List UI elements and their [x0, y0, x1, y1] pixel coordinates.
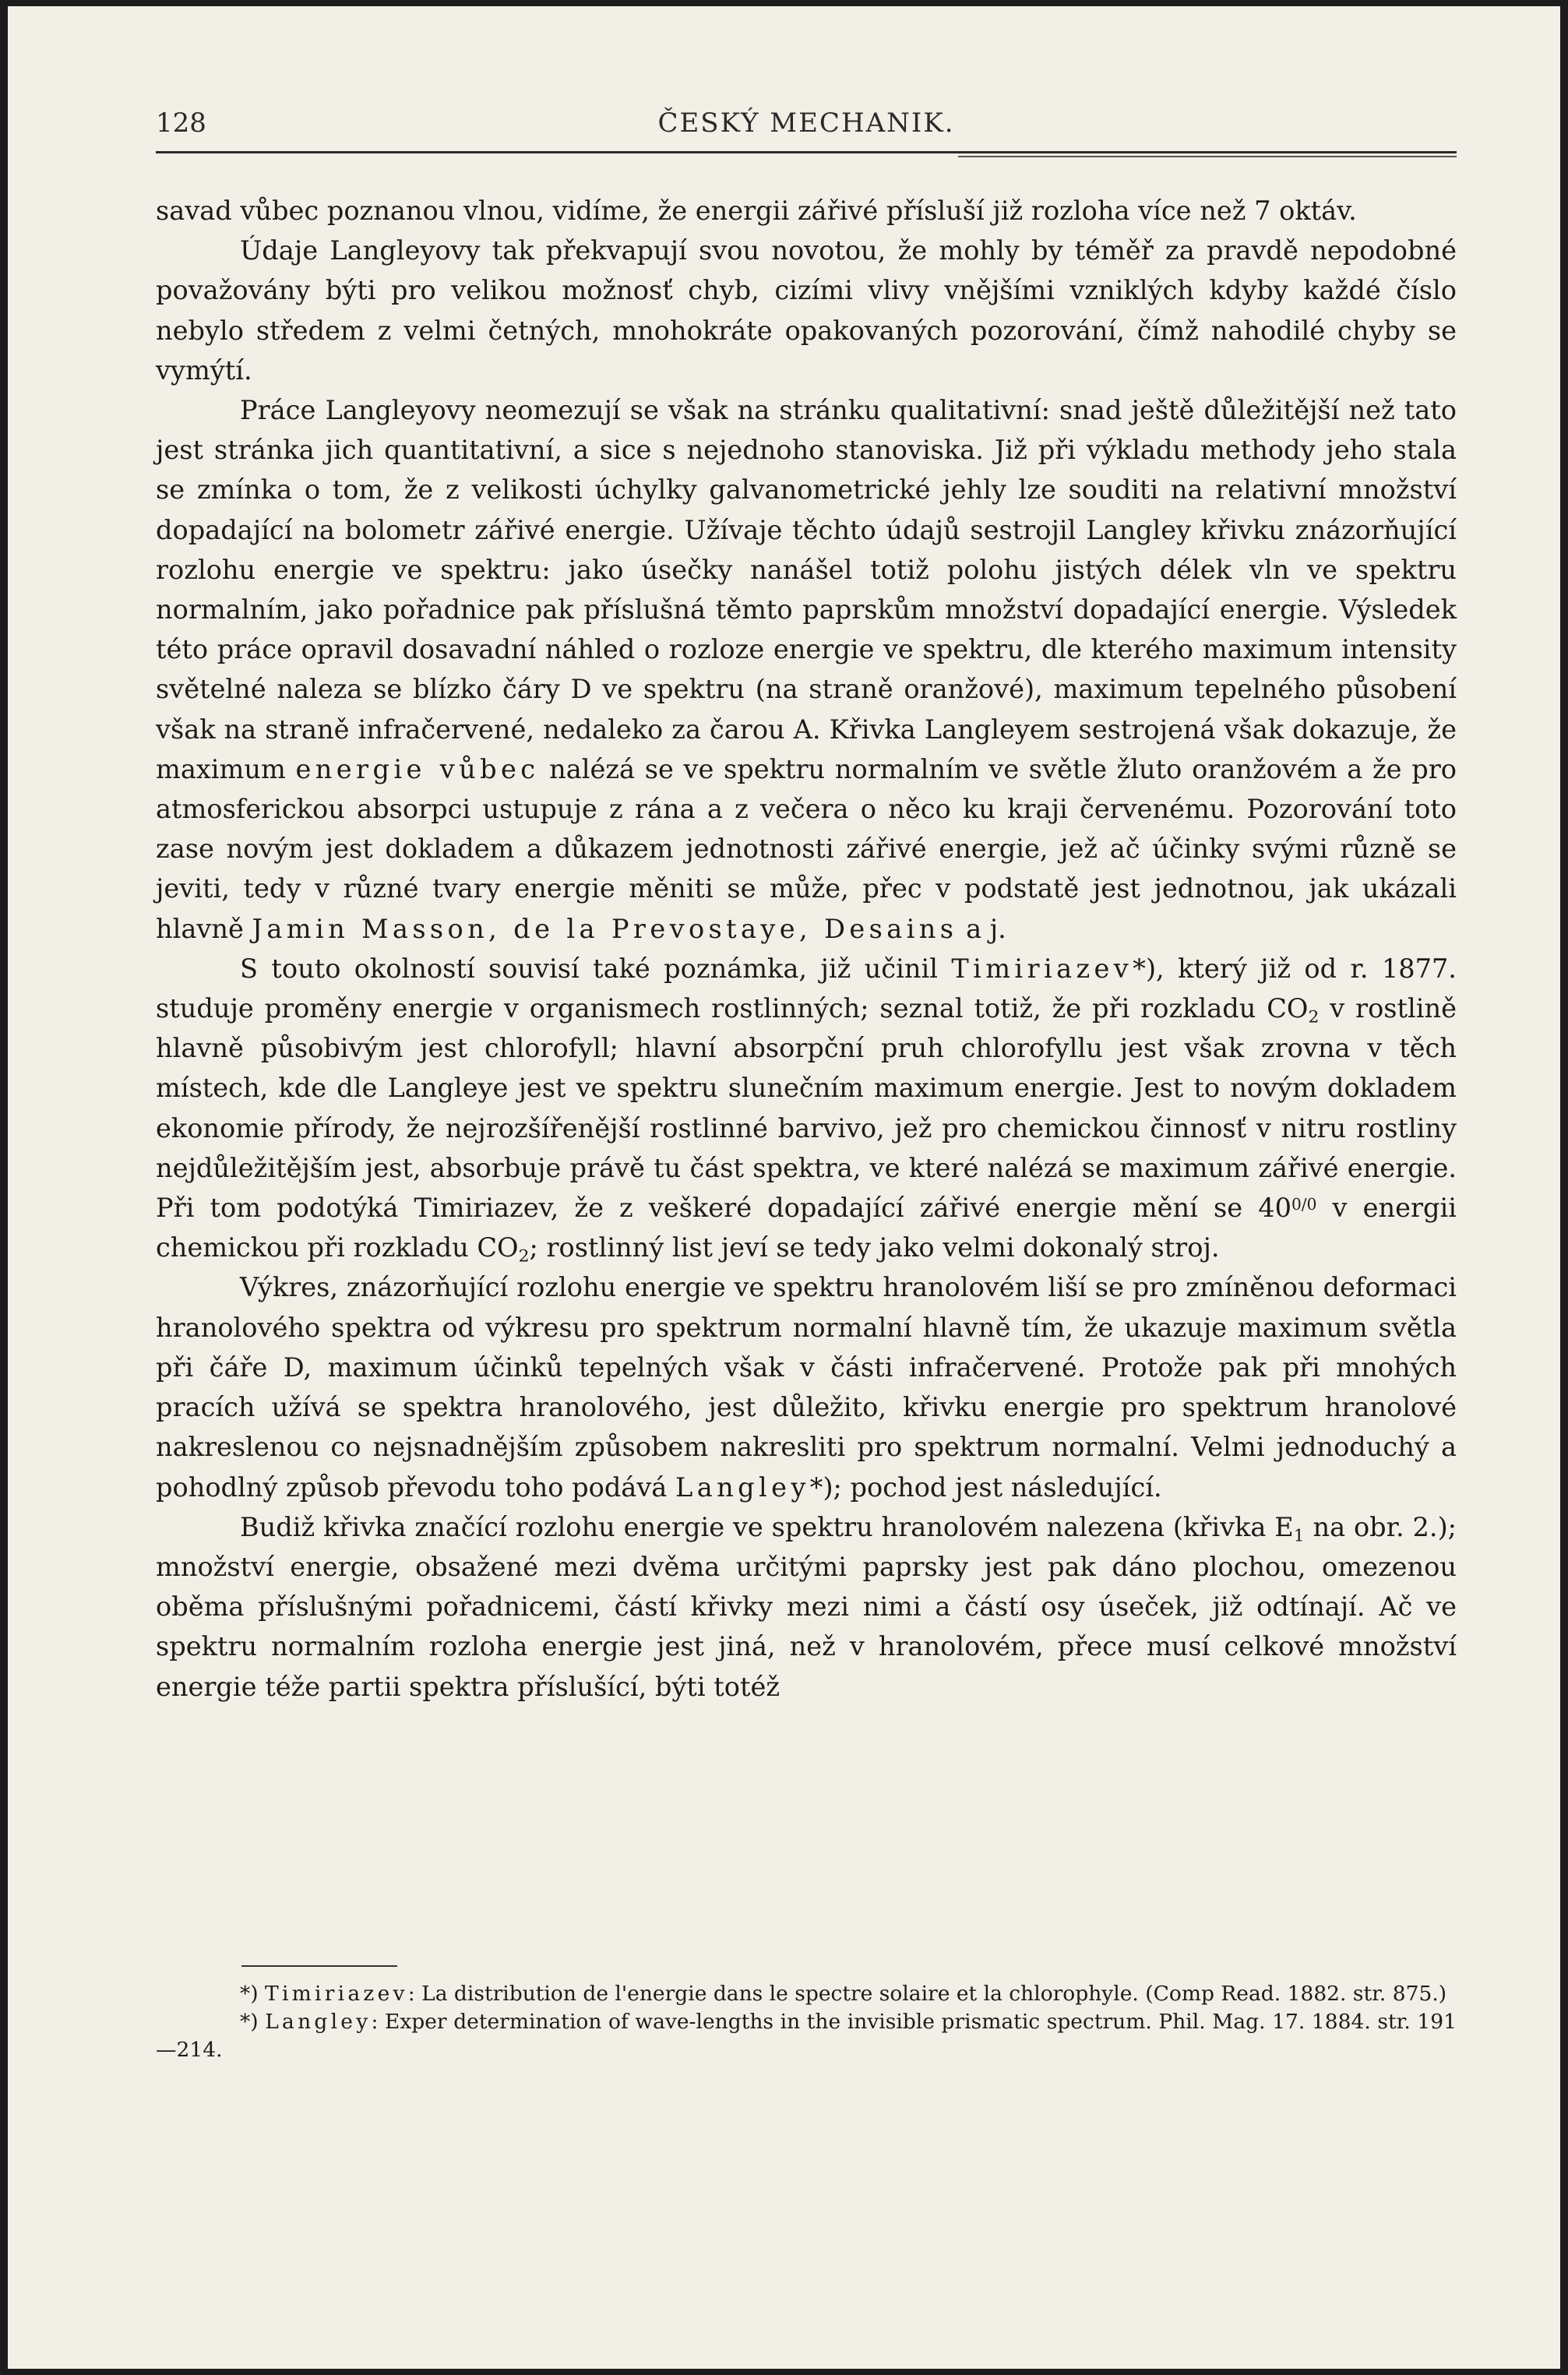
paragraph [156, 1267, 1457, 1506]
paragraph-text: *), který již od r. 1877. studuje proměny energie v organismech rostlinných; seznal totiž, že při rozkladu CO [156, 953, 1457, 1024]
paragraph-text: savad vůbec poznanou vlnou, vidíme, že energii zářivé přísluší již rozloha více než 7 oktáv. [156, 196, 1357, 226]
footnote-text: : Exper determination of wave-lengths in the invisible prismatic spectrum. Phil. Mag. 17. 1884. str. 191—214. [156, 2010, 1457, 2062]
footnotes [156, 1980, 1457, 2064]
paragraph-text: na obr. 2.); množství energie, obsažené mezi dvěma určitými paprsky jest pak dáno plochou, omezenou oběma příslušnými pořadnicemi, částí křivky mezi nimi a částí osy úseček, již odtínají. Ač ve spektru normalním rozloha energie jest jiná, než v hranolovém, přece musí celkové množství energie téže partii spektra příslušící, býti totéž [156, 1511, 1457, 1702]
running-title: ČESKÝ MECHANIK. [657, 107, 955, 139]
header-rule [156, 151, 1457, 153]
footnote [156, 2008, 1457, 2064]
paragraph-text: nalézá se ve spektru normalním ve světle žluto oranžovém a že pro atmosferickou absorpci ustupuje z rána a z večera o něco ku kraji červenému. Pozorování toto zase novým jest dokladem a důkazem jednotnosti zářivé energie, jež ač účinky svými různě se jeviti, tedy v různé tvary energie měniti se může, přec v podstatě jest jednotnou, jak ukázali hlavně [156, 753, 1457, 944]
footnote-text: : La distribution de l'energie dans le spectre solaire et la chlorophyle. (Comp Read. 1882. str. 875.) [407, 1982, 1447, 2006]
paragraph-text: Výkres, znázorňující rozlohu energie ve spektru hranolovém liší se pro zmíněnou deformaci hranolového spektra od výkresu pro spektrum normalní hlavně tím, že ukazuje maximum světla při čáře D, maximum účinků tepelných však v části infračervené. Protože pak při mnohých pracích užívá se spektra hranolového, jest důležito, křivku energie pro spektrum hranolové nakreslenou co nejsnadnějším způsobem nakresliti pro spektrum normalní. Velmi jednoduchý a pohodlný způsob převodu toho podává [156, 1272, 1457, 1503]
paragraph [156, 231, 1457, 390]
footnote-author: Langley [265, 2010, 372, 2034]
footnote-author: Timiriazev [265, 1982, 408, 2006]
paragraph [156, 191, 1457, 231]
spaced-emphasis: Timiriazev [951, 953, 1133, 984]
subscript: 2 [1308, 1007, 1320, 1027]
paragraph-text: *); pochod jest následující. [809, 1471, 1162, 1503]
paragraph-text: Práce Langleyovy neomezují se však na stránku qualitativní: snad ještě důležitější než tato jest stránka jich quantitativní, a sice s nejednoho stanoviska. Již při výkladu methody jeho stala se zmínka o tom, že z velikosti úchylky galvanometrické jehly lze souditi na relativní množství dopadající na bolometr zářivé energie. Užívaje těchto údajů sestrojil Langley křivku znázorňující rozlohu energie ve spektru: jako úsečky nanášel totiž polohu jistých délek vln ve spektru normalním, jako pořadnice pak příslušná těmto paprskům množství dopadající energie. Výsledek této práce opravil dosavadní náhled o rozloze energie ve spektru, dle kterého maximum intensity světelné naleza se blízko čáry D ve spektru (na straně oranžové), maximum tepelného působení však na straně infračervené, nedaleko za čarou A. Křivka Langleyem sestrojená však dokazuje, že maximum [156, 395, 1457, 784]
page-number: 128 [156, 107, 206, 139]
subscript: 1 [1293, 1526, 1305, 1546]
paragraph-text: S touto okolností souvisí také poznámka, již učinil [240, 953, 938, 984]
footnote-mark: *) [240, 2010, 259, 2034]
subscript: 2 [518, 1246, 530, 1267]
paragraph-text: ; rostlinný list jeví se tedy jako velmi dokonalý stroj. [529, 1232, 1220, 1263]
header-rule-secondary [958, 156, 1457, 157]
spaced-emphasis: Langley [675, 1471, 810, 1503]
page-header [156, 107, 1457, 146]
footnote-rule [241, 1965, 397, 1967]
paragraph [156, 949, 1457, 1268]
body-text [156, 191, 1457, 1707]
spaced-emphasis: Jamin Masson, de la Prevostaye, Desains [252, 913, 958, 944]
spaced-emphasis: energie vůbec [295, 753, 540, 784]
paragraph-text: v energii chemickou při rozkladu CO [156, 1193, 1457, 1263]
paragraph-text: Údaje Langleyovy tak překvapují svou novotou, že mohly by téměř za pravdě nepodobné považovány býti pro velikou možnosť chyb, cizími vlivy vnějšími vzniklých kdyby každé číslo nebylo středem z velmi četných, mnohokráte opakovaných pozorování, čímž nahodilé chyby se vymýtí. [156, 235, 1457, 386]
paragraph-text: a j. [966, 913, 1006, 944]
footnote [156, 1980, 1457, 2008]
footnote-mark: *) [240, 1982, 259, 2006]
paragraph-text: Budiž křivka značící rozlohu energie ve spektru hranolovém nalezena (křivka E [240, 1511, 1294, 1542]
paragraph-text: v rostlině hlavně působivým jest chlorofyll; hlavní absorpční pruh chlorofyllu jest však zrovna v těch místech, kde dle Langleye jest ve spektru slunečním maximum energie. Jest to novým dokladem ekonomie přírody, že nejrozšířenější rostlinné barvivo, jež pro chemickou činnosť v nitru rostliny nejdůležitějším jest, absorbuje právě tu část spektra, ve které nalézá se maximum zářivé energie. Při tom podotýká Timiriazev, že z veškeré dopadající zářivé energie mění se 40 [156, 993, 1457, 1224]
paragraph [156, 390, 1457, 949]
percent-sign: 0/0 [1291, 1195, 1317, 1214]
paragraph [156, 1507, 1457, 1707]
